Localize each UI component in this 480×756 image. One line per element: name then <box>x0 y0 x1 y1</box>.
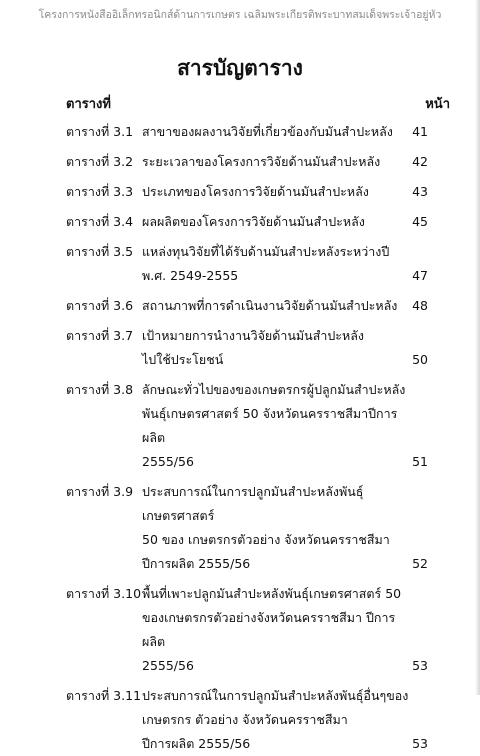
toc-entry-label: ตารางที่ 3.9 <box>66 484 134 499</box>
toc-entry-page: 47 <box>412 268 428 283</box>
toc-entry-page: 53 <box>412 658 428 673</box>
toc-entry-page: 41 <box>412 124 428 139</box>
toc-entry[interactable] <box>0 210 480 234</box>
toc-entry-text: สถานภาพที่การดำเนินงานวิจัยด้านมันสำปะหลัง <box>142 298 398 313</box>
toc-entry[interactable] <box>0 150 480 174</box>
toc-entry[interactable] <box>0 582 480 678</box>
toc-entry-page: 51 <box>412 454 428 469</box>
toc-entry-label: ตารางที่ 3.10 <box>66 586 142 601</box>
toc-entry[interactable] <box>0 480 480 576</box>
toc-entry[interactable] <box>0 240 480 288</box>
toc-entry-page: 52 <box>412 556 428 571</box>
page-edge-shadow <box>475 0 480 695</box>
toc-entry-label: ตารางที่ 3.11 <box>66 688 142 703</box>
toc-entry[interactable] <box>0 180 480 204</box>
column-header-page: หน้า <box>425 97 450 112</box>
toc-entry-text: สาขาของผลงานวิจัยที่เกี่ยวข้องกับมันสำปะหลัง <box>142 124 393 139</box>
toc-entry-label: ตารางที่ 3.3 <box>66 184 134 199</box>
toc-entry-page: 45 <box>412 214 428 229</box>
toc-entry-label: ตารางที่ 3.8 <box>66 382 134 397</box>
toc-entry-text: ลักษณะทั่วไปของของเกษตรกรผู้ปลูกมันสำปะหลัง พันธุ์เกษตรศาสตร์ 50 จังหวัดนครราชสีมาปีการผลิต 2555/56 <box>142 382 406 469</box>
toc-entry-page: 43 <box>412 184 428 199</box>
toc-entry-text: แหล่งทุนวิจัยที่ได้รับด้านมันสำปะหลังระหว่างปี พ.ศ. 2549-2555 <box>142 244 390 283</box>
toc-entry-text: ผลผลิตของโครงการวิจัยด้านมันสำปะหลัง <box>142 214 365 229</box>
toc-entry-text: เป้าหมายการนำงานวิจัยด้านมันสำปะหลัง ไปใช้ประโยชน์ <box>142 328 365 367</box>
toc-entry[interactable] <box>0 378 480 474</box>
toc-entry-text: ประสบการณ์ในการปลูกมันสำปะหลังพันธุ์อื่นๆของ เกษตรกร ตัวอย่าง จังหวัดนครราชสีมา ปีการผลิต 2555/56 <box>142 688 409 751</box>
running-header: โครงการหนังสืออิเล็กทรอนิกส์ด้านการเกษตร เฉลิมพระเกียรติพระบาทสมเด็จพระเจ้าอยู่หัว <box>38 9 442 21</box>
toc-entry-label: ตารางที่ 3.4 <box>66 214 134 229</box>
toc-entry[interactable] <box>0 120 480 144</box>
toc-entry-text: ระยะเวลาของโครงการวิจัยด้านมันสำปะหลัง <box>142 154 381 169</box>
toc-entry-label: ตารางที่ 3.6 <box>66 298 134 313</box>
toc-entry-page: 50 <box>412 352 428 367</box>
toc-entry-text: ประเภทของโครงการวิจัยด้านมันสำปะหลัง <box>142 184 369 199</box>
toc-entry-page: 42 <box>412 154 428 169</box>
toc-entry[interactable] <box>0 324 480 372</box>
toc-entry-label: ตารางที่ 3.7 <box>66 328 134 343</box>
column-header-table: ตารางที่ <box>66 97 111 112</box>
page-title: สารบัญตาราง <box>177 56 303 80</box>
toc-entry-label: ตารางที่ 3.2 <box>66 154 134 169</box>
toc-entry-label: ตารางที่ 3.1 <box>66 124 134 139</box>
toc-entry[interactable] <box>0 294 480 318</box>
toc-entry-text: ประสบการณ์ในการปลูกมันสำปะหลังพันธุ์เกษตรศาสตร์ 50 ของ เกษตรกรตัวอย่าง จังหวัดนครราชสีมา ปีการผลิต 2555/56 <box>142 484 390 571</box>
toc-entry-label: ตารางที่ 3.5 <box>66 244 134 259</box>
table-of-tables <box>0 120 480 756</box>
toc-entry-page: 48 <box>412 298 428 313</box>
toc-entry-text: พื้นที่เพาะปลูกมันสำปะหลังพันธุ์เกษตรศาสตร์ 50 ของเกษตรกรตัวอย่างจังหวัดนครราชสีมา ปีการผลิต 2555/56 <box>142 586 402 673</box>
toc-entry-page: 53 <box>412 736 428 751</box>
